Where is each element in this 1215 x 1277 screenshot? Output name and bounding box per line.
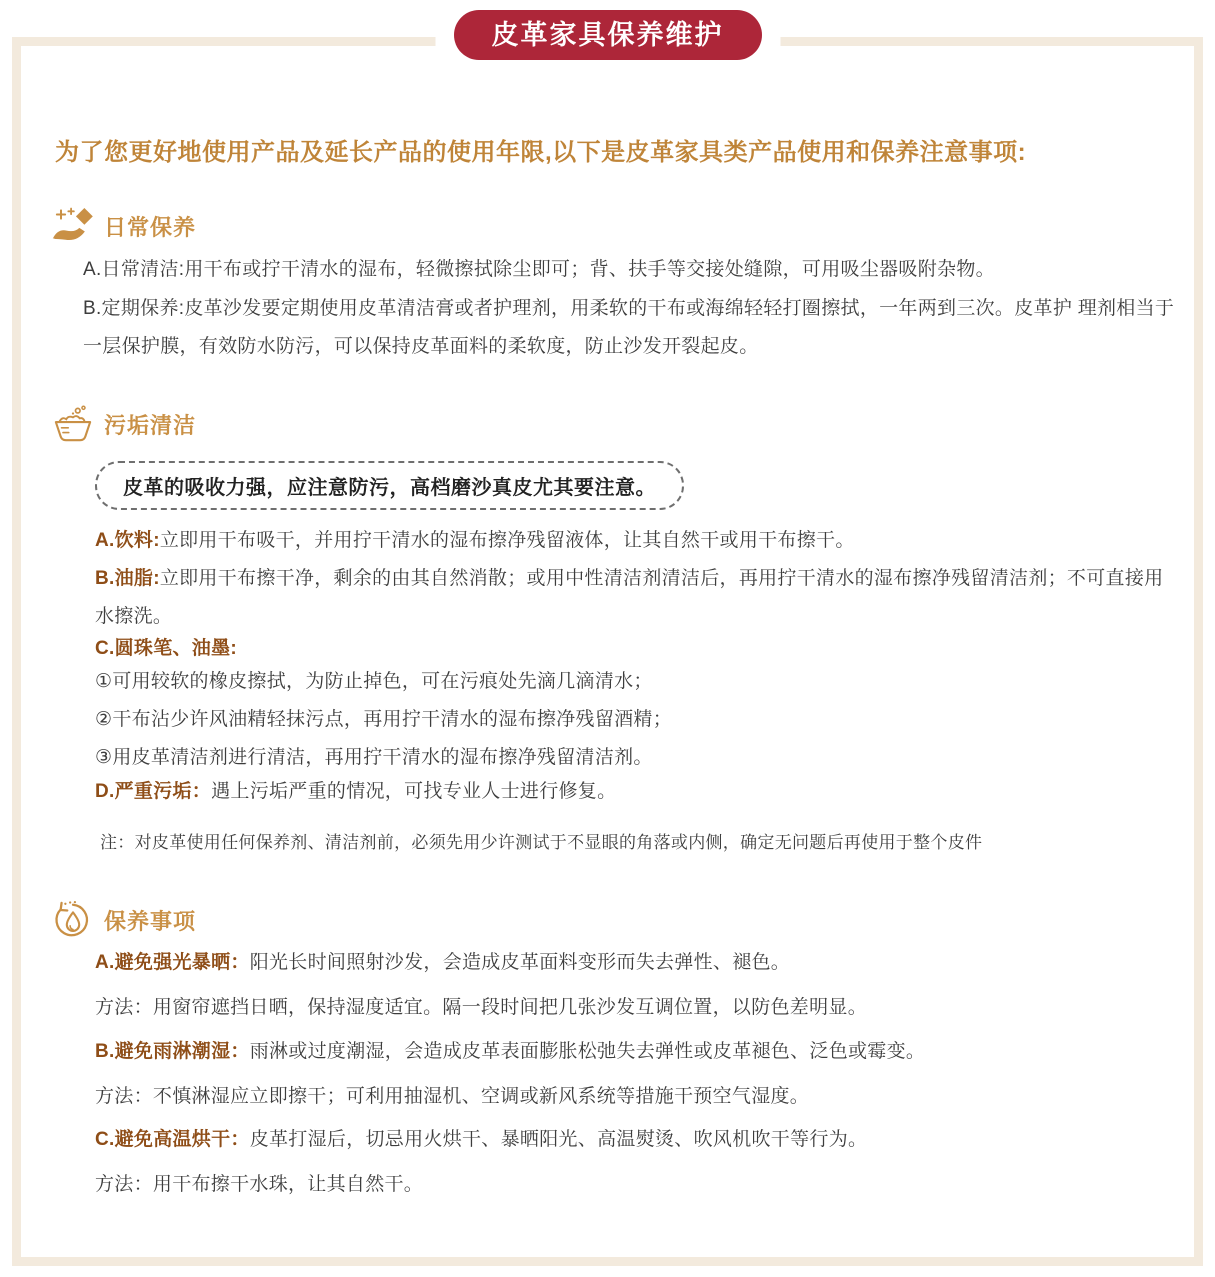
care-tip-rain-label: B.避免雨淋潮湿： [95,1041,250,1062]
intro-heading: 为了您更好地使用产品及延长产品的使用年限,以下是皮革家具类产品使用和保养注意事项: [55,139,1027,166]
stain-item-pen-ink-label: C.圆珠笔、油墨: [95,638,238,659]
care-tip-heat-text: 皮革打湿后，切忌用火烘干、暴晒阳光、高温熨烫、吹风机吹干等行为。 [249,1129,868,1150]
stain-callout-box [95,461,684,510]
section-daily-care-header [50,206,196,246]
care-method-heat [95,1166,1180,1204]
droplet-refresh-icon [52,900,94,940]
care-tip-rain-text: 雨淋或过度潮湿，会造成皮革表面膨胀松弛失去弹性或皮革褪色、泛色或霉变。 [249,1041,926,1062]
care-method-rain-text: 不慎淋湿应立即擦干；可利用抽湿机、空调或新风系统等措施干预空气湿度。 [152,1086,810,1107]
care-method-sunlight [95,989,1180,1027]
wash-basin-icon [52,404,94,444]
care-tip-heat-label: C.避免高温烘干： [95,1129,250,1150]
stain-item-grease [95,560,1170,636]
care-tip-sunlight [95,944,1180,982]
care-method-heat-label: 方法： [95,1174,153,1195]
stain-item-drinks-text: 立即用干布吸干，并用拧干清水的湿布擦净残留液体，让其自然干或用干布擦干。 [159,530,855,551]
page-title-badge [454,10,762,60]
care-tip-heat [95,1121,1180,1159]
page-title: 皮革家具保养维护 [491,20,724,50]
stain-note: 注：对皮革使用任何保养剂、清洁剂前，必须先用少许测试于不显眼的角落或内侧，确定无问题后再使用于整个皮件 [100,833,983,852]
stain-step-2: ②干布沾少许风油精轻抹污点，再用拧干清水的湿布擦净残留酒精； [95,709,673,730]
care-method-rain-label: 方法： [95,1086,153,1107]
hand-wipe-icon [50,206,94,246]
stain-item-drinks-label: A.饮料: [95,530,160,551]
care-method-sunlight-text: 用窗帘遮挡日晒，保持湿度适宜。隔一段时间把几张沙发互调位置，以防色差明显。 [152,997,868,1018]
stain-callout-text: 皮革的吸收力强，应注意防污，高档磨沙真皮尤其要注意。 [95,461,684,510]
care-tip-sunlight-label: A.避免强光暴晒： [95,952,250,973]
stain-item-heavy [95,773,1170,811]
section-title-daily-care: 日常保养 [104,214,197,240]
daily-care-paragraph-a: A.日常清洁:用干布或拧干清水的湿布，轻微擦拭除尘即可；背、扶手等交接处缝隙，可用吸尘器吸附杂物。 [83,259,995,280]
daily-care-paragraph-b: B.定期保养:皮革沙发要定期使用皮革清洁膏或者护理剂，用柔软的干布或海绵轻轻打圈擦拭，一年两到三次。皮革护 理剂相当于一层保护膜，有效防水防污，可以保持皮革面料的柔软度，防止沙发开裂起皮。 [83,298,1175,357]
stain-item-heavy-label: D.严重污垢： [95,781,212,802]
stain-item-drinks [95,522,1170,560]
care-method-rain [95,1078,1180,1116]
stain-item-grease-label: B.油脂: [95,568,160,589]
section-stain-cleaning-header [52,404,196,444]
stain-step-1: ①可用较软的橡皮擦拭，为防止掉色，可在污痕处先滴几滴清水； [95,671,653,692]
section-care-tips-header [52,900,196,940]
care-tip-rain [95,1033,1180,1071]
stain-item-heavy-text: 遇上污垢严重的情况，可找专业人士进行修复。 [211,781,617,802]
stain-item-grease-text: 立即用干布擦干净，剩余的由其自然消散；或用中性清洁剂清洁后，再用拧干清水的湿布擦净残留清洁剂；不可直接用水擦洗。 [95,568,1164,627]
care-method-sunlight-label: 方法： [95,997,153,1018]
care-tip-sunlight-text: 阳光长时间照射沙发，会造成皮革面料变形而失去弹性、褪色。 [249,952,791,973]
section-title-care-tips: 保养事项 [104,908,197,934]
stain-step-3: ③用皮革清洁剂进行清洁，再用拧干清水的湿布擦净残留清洁剂。 [95,747,653,768]
care-method-heat-text: 用干布擦干水珠，让其自然干。 [152,1174,424,1195]
section-title-stain-cleaning: 污垢清洁 [104,412,197,438]
